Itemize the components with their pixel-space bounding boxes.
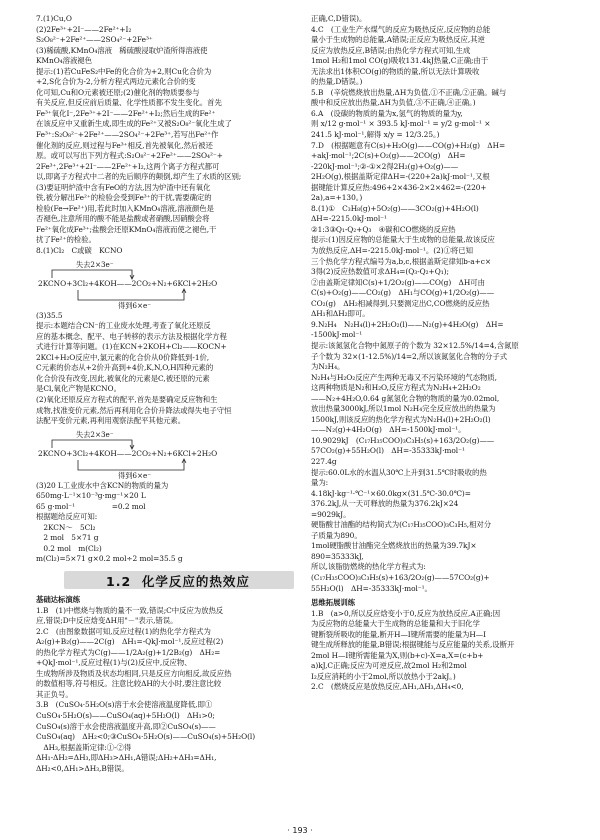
gained-electrons-label: 得到6×e⁻ xyxy=(118,300,152,310)
section-title xyxy=(106,572,250,590)
text-line: 扰了Fe²⁺的检验。 xyxy=(36,235,96,245)
text-line: N₂H₄与H₂O₂反应产生两种无毒又不污染环境的气态物质, xyxy=(311,372,497,382)
text-line: (3)20 L工业废水中含KCN的物质的量为 xyxy=(36,480,169,490)
text-line: 硬脂酸甘油酯的结构简式为(C₁₇H₃₅COO)₃C₃H₅,相对分 xyxy=(311,520,492,530)
text-line: 7.(1)Cu,O xyxy=(36,14,72,23)
lost-electrons-label: 失去2×3e⁻ xyxy=(76,429,114,439)
text-line: 650mg·L⁻¹×10⁻³g·mg⁻¹×20 L xyxy=(36,491,146,501)
answers-4-to-10 xyxy=(311,14,573,594)
text-line: 1.B (1)中燃烧与物质的量不一致,错误;C中反应为放热反 xyxy=(36,605,224,615)
text-line: 1.B (a>0,所以反应焓变小于0,反应为放热反应,A正确;因 xyxy=(311,608,501,618)
answer-block-8 xyxy=(36,246,304,257)
text-line: KMnO₄溶液褪色 xyxy=(36,56,92,66)
text-line: 为反应物的总能量大于生成物的总能量和大于旧化学 xyxy=(311,619,480,629)
text-line: 应的基本概念、配平、电子转移的表示方法及根据化学方程 xyxy=(36,331,227,341)
answer-block-8-calculation xyxy=(36,481,304,565)
text-line: ΔH₁和ΔH₂即可。 xyxy=(311,309,370,319)
text-line: 子个数为 32×(1-12.5%)/14=2,所以该氮氢化合物的分子式 xyxy=(311,351,508,361)
text-line: 化合价没有改变,因此,被氧化的元素是C,被还原的元素 xyxy=(36,373,210,383)
left-column xyxy=(36,14,304,774)
text-line: 量为: xyxy=(311,478,329,488)
answer-block-8-hint xyxy=(36,311,304,427)
text-line: 2.C (由图象数据可知,反应过程(1)的热化学方程式为 xyxy=(36,626,211,636)
text-line: CO₂(g) ΔH₂相减得到,只要测定出C,CO燃烧的反应热 xyxy=(311,298,490,308)
text-line: 为放热反应,ΔH=-2215.0kJ·mol⁻¹。(2)①将已知 xyxy=(311,246,473,256)
text-line: 提示:本题结合CN⁻的工业废水处理,考查了氧化还原反 xyxy=(36,321,211,331)
section-heading xyxy=(36,569,304,591)
text-line: 正确,C,D错误)。 xyxy=(311,14,367,23)
text-line: 无法求出1体积CO(g)的物质的量,所以无法计算吸收 xyxy=(311,66,480,76)
text-line: 57CO₂(g)+55H₂O(l) ΔH=-35333kJ·mol⁻¹ xyxy=(311,446,465,456)
text-line: 提示:(1)若CuFeS₂中Fe的化合价为+2,则Cu化合价为 xyxy=(36,66,212,76)
extension-training-block xyxy=(311,598,573,693)
text-line: 2Fe³⁺,2Fe³⁺+2I⁻——2Fe²⁺+I₂,这两个离子方程式都可 xyxy=(36,161,220,171)
text-line: 376.2kJ,从一天可释放的热量为376.2kJ×24 xyxy=(311,499,459,509)
text-line: ——N₂+4H₂O,0.64 g氮氢化合物的物质的量为0.02mol, xyxy=(311,393,500,403)
text-line: 反应为放热反应,B错误;由热化学方程式可知,生成 xyxy=(311,45,471,55)
text-line: 9.N₂H₄ N₂H₄(l)+2H₂O₂(l)——N₂(g)+4H₂O(g) ΔH= xyxy=(311,319,504,329)
text-line: ②由盖斯定律知C(s)+1/2O₂(g)——CO(g) ΔH可由 xyxy=(311,277,485,287)
text-line: 提示:(1)因反应物的总能量大于生成物的总能量,故该反应 xyxy=(311,235,495,245)
text-line: 2mol H—I键所需能量为X,则(b+c)-X=a,X=(c+b+ xyxy=(311,650,484,660)
text-line: C(s)+O₂(g)——CO₂(g) ΔH₁与CO(g)+1/2O₂(g)—— xyxy=(311,288,495,298)
text-line: 应,错误;D中反应焓变ΔH用"－"表示,错误。 xyxy=(36,616,178,626)
text-line: 6.A (设碳的物质的量为x,氢气的物质的量为y, xyxy=(311,108,463,118)
text-line: 量小于生成物的总能量,A错误;正反应为吸热反应,其逆 xyxy=(311,35,485,45)
text-line: C元素的价态从+2价升高到+4价,K,N,O,H四种元素的 xyxy=(36,363,214,373)
text-line: (C₁₇H₃₅COO)₃C₃H₅(s)+163/2O₂(g)——57CO₂(g)+ xyxy=(311,572,490,582)
text-line: 法配平变价元素,再利用观察法配平其他元素。 xyxy=(36,416,186,426)
text-line: 则 x/12 g·mol⁻¹ × 393.5 kJ·mol⁻¹ = y/2 g·mol⁻¹ × xyxy=(311,119,491,129)
text-line: (2)氧化还原反应方程式的配平,首先是要确定反应物和生 xyxy=(36,394,218,404)
text-line: 提示:60.0L水的水温从30℃上升到31.5℃时吸收的热 xyxy=(311,467,487,477)
text-line: 2 mol 5×71 g xyxy=(36,533,99,543)
text-line: 原。或可以写出下列方程式:S₂O₈²⁻+2Fe²⁺——2SO₄²⁻+ xyxy=(36,151,223,161)
text-line: +2,S化合价为-2,分析方程式两边元素化合价的变 xyxy=(36,77,196,87)
text-line: 化可知,Cu和O元素被还原;(2)催化剂的物质要参与 xyxy=(36,87,200,97)
text-line: A₂(g)+B₂(g)——2C(g) ΔH₁=-QkJ·mol⁻¹,反应过程(2) xyxy=(36,637,224,647)
text-line: Fe³⁺:S₂O₈²⁻+2Fe²⁺——2SO₄²⁻+2Fe³⁺,若写出Fe²⁺作 xyxy=(36,130,219,140)
text-line: ②1:3③Q₁-Q₂+Q₃ ④碳和CO燃烧的反应热 xyxy=(311,224,456,234)
text-line: ——N₂(g)+4H₂O(g) ΔH=-1500kJ·mol⁻¹。 xyxy=(311,425,466,435)
lost-electrons-label: 失去2×3e⁻ xyxy=(76,259,114,269)
text-line: 催化剂的反应,则过程与Fe³⁺相反,首先被氧化,然后被还 xyxy=(36,140,213,150)
text-line: 根据题给反应可知: xyxy=(36,512,98,522)
subsection-heading: 思维拓展训练 xyxy=(311,598,356,608)
text-line: -1500kJ·mol⁻¹ xyxy=(311,330,363,340)
text-line: 酸中和反应放出热量,ΔH为负值,③不正确,④正确。) xyxy=(311,98,476,108)
text-line: S₂O₈²⁻+2Fe²⁺——2SO₄²⁻+2Fe³⁺ xyxy=(36,35,153,45)
text-line: 否褪色,注意所用的酸不能是盐酸或者硝酸,因硝酸会将 xyxy=(36,214,210,224)
text-line: CuSO₄·5H₂O(s)——CuSO₄(aq)+5H₂O(l) ΔH₁>0; xyxy=(36,710,215,720)
text-line: Fe³⁺氧化I⁻,2Fe³⁺+2I⁻——2Fe²⁺+I₂;然后生成的Fe²⁺ xyxy=(36,108,216,118)
text-line: (3)要证明炉渣中含有FeO的方法,因为炉渣中还有氧化 xyxy=(36,182,211,192)
text-line: 这两种物质是N₂和H₂O,反应方程式为N₂H₄+2H₂O₂ xyxy=(311,383,481,393)
right-column xyxy=(311,14,573,693)
text-line: 2KCl+H₂O反应中,氯元素的化合价从0价降低到-1价, xyxy=(36,352,210,362)
text-line: 2H₂O(g),根据盖斯定律ΔH=-(220+2a)kJ·mol⁻¹,又根 xyxy=(311,172,490,182)
text-line: 的数值相等,符号相反。注意比较ΔH的大小时,要注意比较 xyxy=(36,679,222,689)
text-line: 2KCN～ 5Cl₂ xyxy=(36,522,96,532)
text-line: 生成物所涉及物质及状态均相同,只是反应方向相反,故反应热 xyxy=(36,668,232,678)
text-line: 的热化学方程式为C(g)——1/2A₂(g)+1/2B₂(g) ΔH₂= xyxy=(36,647,221,657)
basic-practice-block xyxy=(36,595,304,774)
text-line: 在该反应中又重新生成,即生成的Fe²⁺又被S₂O₈²⁻氧化生成了 xyxy=(36,119,232,129)
text-line: +akJ·mol⁻¹;2C(s)+O₂(g)——2CO(g) ΔH= xyxy=(311,151,466,161)
text-line: CuSO₄(s)溶于水会使溶液温度升高,即②CuSO₄(s)—— xyxy=(36,721,216,731)
text-line: 为N₂H₄。 xyxy=(311,362,345,372)
page-number: · 193 · xyxy=(287,826,313,835)
text-line: 55H₂O(l) ΔH=-35333kJ·mol⁻¹。 xyxy=(311,583,432,593)
gained-electrons-label: 得到6×e⁻ xyxy=(118,470,152,480)
text-line: 其正负号。 xyxy=(36,689,73,699)
text-line: 0.2 mol m(Cl₂) xyxy=(36,543,102,553)
electron-transfer-diagram xyxy=(36,258,304,310)
text-line: 1500kJ,则该反应的热化学方程式为N₂H₄(l)+2H₂O₂(l) xyxy=(311,414,491,424)
text-line: 7.D (根据题意有C(s)+H₂O(g)——CO(g)+H₂(g) ΔH= xyxy=(311,140,506,150)
text-line: 1mol硬脂酸甘油酯完全燃烧放出的热量为39.7kJ× xyxy=(311,541,477,551)
text-line: 键断裂所吸收的能量,断开H—I键所需要的能量为H—I xyxy=(311,629,486,639)
text-line: m(Cl₂)=5×71 g×0.2 mol÷2 mol=35.5 g xyxy=(36,554,183,564)
text-line: (3)稀硫酸,KMnO₄溶液 稀硫酸浸取炉渣所得溶液使 xyxy=(36,45,208,55)
text-line: 5.B (辛烷燃烧放出热量,ΔH为负值,①不正确,②正确。碱与 xyxy=(311,87,507,97)
text-line: 2a),a=+130。) xyxy=(311,193,363,203)
text-line: 8.(1)Cl₂ C或碳 KCNO xyxy=(36,246,123,256)
text-line: 式进行计算等问题。(1)在KCN+2KOH+Cl₂——KOCN+ xyxy=(36,342,227,352)
text-line: 子质量为890。 xyxy=(311,530,362,540)
text-line: 所以,该脂肪燃烧的热化学方程式为: xyxy=(311,562,426,572)
electron-transfer-diagram-2 xyxy=(36,428,304,480)
text-line: ΔH₁-ΔH₂=ΔH₃,即ΔH₃>ΔH₁,A错误;ΔH₂+ΔH₃=ΔH₁, xyxy=(36,753,217,763)
redox-equation: 2KCNO+3Cl₂+4KOH——2CO₂+N₂+6KCl+2H₂O xyxy=(38,448,218,458)
text-line: 键生成所释放的能量,B错误;根据键能与反应能量的关系,设断开 xyxy=(311,640,515,650)
text-line: ΔH₃,根据盖斯定律:①-②得 xyxy=(36,742,132,752)
text-line: 65 g·mol⁻¹ =0.2 mol xyxy=(36,501,146,511)
text-line: 的热量,D错误。) xyxy=(311,77,363,87)
subsection-heading: 基础达标演练 xyxy=(36,594,81,604)
text-line: a)kJ,C正确;反应为可逆反应,故2mol H₂和2mol xyxy=(311,661,467,671)
text-line: 是Cl,氧化产物是KCNO。 xyxy=(36,384,121,394)
text-line: CuSO₄(aq) ΔH₂<0;③CuSO₄·5H₂O(s)——CuSO₄(s)+5H₂O(l) xyxy=(36,732,256,742)
text-line: 据键能计算反应热:496+2×436-2×2×462=-(220+ xyxy=(311,182,487,192)
section-name: 化学反应的热效应 xyxy=(141,573,250,589)
text-line: =9029kJ。 xyxy=(311,509,351,519)
text-line: 241.5 kJ·mol⁻¹,解得 x/y = 12/3.25。) xyxy=(311,130,440,140)
redox-equation: 2KCNO+3Cl₂+4KOH——2CO₂+N₂+6KCl+2H₂O xyxy=(38,278,218,288)
text-line: (3)35.5 xyxy=(36,310,63,320)
text-line: 4.C (工业生产水煤气的反应为吸热反应,反应物的总能 xyxy=(311,24,491,34)
text-line: 成物,找准变价元素,然后再利用化合价升降法或得失电子守恒 xyxy=(36,405,232,415)
text-line: 以,即离子方程式中二者的先后顺序的颠倒,却产生了水质的区别; xyxy=(36,172,242,182)
text-line: (2)2Fe³⁺+2I⁻——2Fe²⁺+I₂ xyxy=(36,24,132,34)
text-line: 检验(Fe→Fe²⁺)用,若此时加入KMnO₄溶液,溶液颜色是 xyxy=(36,203,214,213)
text-line: ΔH=-2215.0kJ·mol⁻¹ xyxy=(311,214,387,224)
text-line: I₂反应消耗的小于2mol,所以放热小于2akJ。) xyxy=(311,671,456,681)
text-line: 8.(1)① C₃H₈(g)+5O₂(g)——3CO₂(g)+4H₂O(l) xyxy=(311,203,479,213)
text-line: 227.4g xyxy=(311,456,337,466)
text-line: 1mol H₂和1mol CO(g)吸收131.4kJ热量,C正确;由于 xyxy=(311,56,489,66)
text-line: 铁,被分解出Fe²⁺的检验会受到Fe³⁺的干扰,需要确定的 xyxy=(36,193,212,203)
text-line: 890=35333kJ, xyxy=(311,551,364,561)
text-line: -220kJ·mol⁻¹;②-①×2得2H₂(g)+O₂(g)—— xyxy=(311,161,459,171)
text-line: Fe²⁺氧化成Fe³⁺;盐酸会还原KMnO₄溶液而使之褪色,干 xyxy=(36,224,217,234)
text-line: 4.18kJ·kg⁻¹·℃⁻¹×60.0kg×(31.5℃-30.0℃)= xyxy=(311,488,471,498)
text-line: 2.C (燃烧反应是放热反应,ΔH₁,ΔH₃,ΔH₄<0, xyxy=(311,682,464,692)
text-line: 3得(2)反应热数值可求ΔH₄=(Q₃-Q₂+Q₁); xyxy=(311,267,449,277)
text-line: 3.B (CuSO₄·5H₂O(s)溶于水会使溶液温度降低,即① xyxy=(36,700,213,710)
answer-block-7 xyxy=(36,14,304,246)
text-line: 放出热量3000kJ,所以1mol N₂H₄完全反应放出的热量为 xyxy=(311,404,496,414)
text-line: 三个热化学方程式编号为a,b,c,根据盖斯定律知b-a+c× xyxy=(311,256,492,266)
text-line: +QkJ·mol⁻¹,反应过程(1)与(2)反应中,反应物、 xyxy=(36,658,192,668)
section-number: 1.2 xyxy=(106,573,132,589)
text-line: 有关反应,但反应前后质量、化学性质都不发生变化。首先 xyxy=(36,98,222,108)
text-line: ΔH₂<0,ΔH₁>ΔH₃,B错误。 xyxy=(36,763,129,773)
text-line: 10.9029kJ (C₁₇H₃₅COO)₃C₃H₅(s)+163/2O₂(g)—— xyxy=(311,435,495,445)
text-line: 提示:该氮氢化合物中氮原子的个数为 32×12.5%/14=4,含氮原 xyxy=(311,340,519,350)
